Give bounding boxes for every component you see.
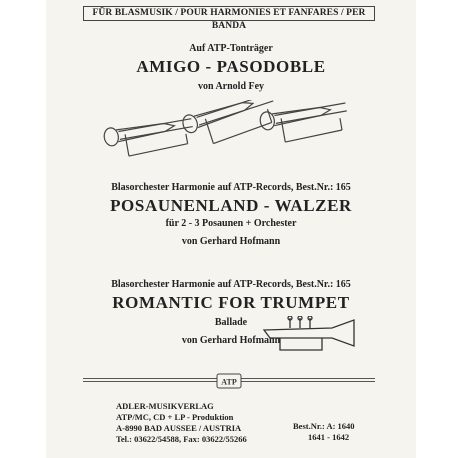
header-banner: FÜR BLASMUSIK / POUR HARMONIES ET FANFARES / PER BANDA [83,6,375,21]
atp-logo [216,373,242,389]
section2-title: POSAUNENLAND - WALZER [110,196,352,215]
publisher-line-3: A-8990 BAD AUSSEE / AUSTRIA [116,423,242,433]
section3-label: Blasorchester Harmonie auf ATP-Records, Best.Nr.: 165 [111,279,351,290]
section2-label: Blasorchester Harmonie auf ATP-Records, Best.Nr.: 165 [111,182,351,193]
section1-title: AMIGO - PASODOBLE [136,57,326,76]
trombone-icon [100,100,350,172]
section1-label: Auf ATP-Tonträger [189,43,273,54]
publisher-line-2: ATP/MC, CD + LP - Produktion [116,412,234,422]
section3-title: ROMANTIC FOR TRUMPET [112,293,350,312]
trumpet-icon [262,316,370,360]
section2-composer: von Gerhard Hofmann [181,236,281,247]
publisher-line-4: Tel.: 03622/54588, Fax: 03622/55266 [116,434,247,444]
order-range: 1641 - 1642 [308,432,350,442]
publisher-line-1: ADLER-MUSIKVERLAG [116,401,214,411]
svg-text:ATP: ATP [221,377,237,387]
section1-composer: von Arnold Fey [197,81,265,92]
section3-composer: von Gerhard Hofmann [181,335,281,346]
section2-subtitle: für 2 - 3 Posaunen + Orchester [165,218,297,229]
order-number: Best.Nr.: A: 1640 [293,421,355,431]
section3-subtitle: Ballade [214,317,248,328]
